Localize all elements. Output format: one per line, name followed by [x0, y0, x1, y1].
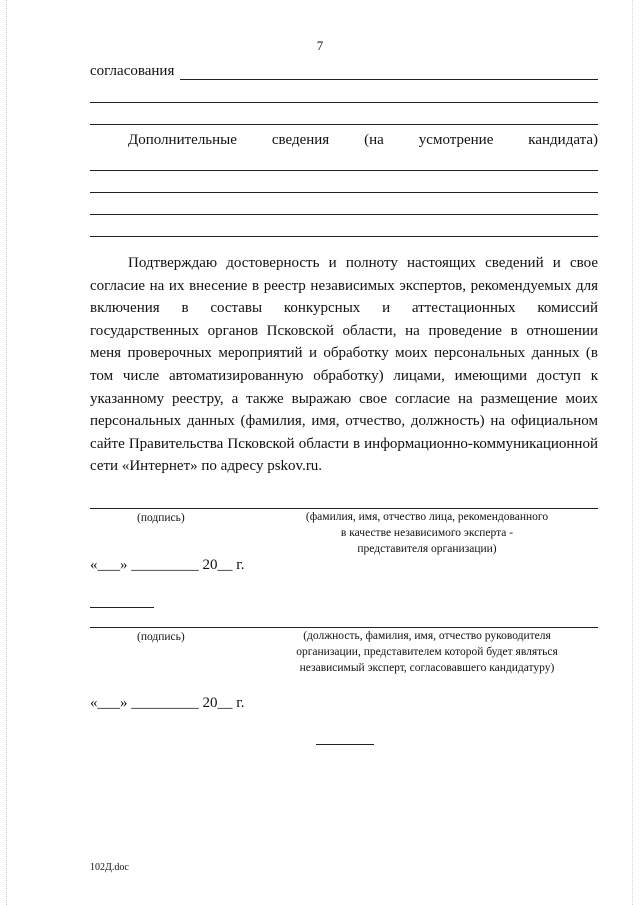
page-number: 7 — [316, 38, 324, 53]
approval-row — [90, 62, 598, 80]
caption-line: (фамилия, имя, отчество лица, рекомендованного — [305, 511, 549, 523]
caption-line: организации, представителем которой будет являться — [296, 646, 558, 658]
short-separator — [90, 607, 154, 608]
blank-line — [90, 192, 598, 193]
signature-label-2: (подпись) — [137, 631, 185, 643]
caption-line: в качестве независимого эксперта - — [340, 527, 514, 539]
date-line-2: «___» _________ 20__ г. — [90, 695, 245, 711]
signature-caption-2 — [268, 628, 586, 676]
end-separator — [316, 744, 374, 745]
blank-line — [90, 102, 598, 103]
blank-line — [90, 214, 598, 215]
approval-fill-line — [180, 65, 598, 80]
page-edge-left — [6, 0, 8, 905]
caption-line: представителя организации) — [357, 543, 497, 555]
blank-line — [90, 124, 598, 125]
signature-caption-1 — [268, 509, 586, 557]
date-line-1: «___» _________ 20__ г. — [90, 557, 245, 573]
consent-paragraph: Подтверждаю достоверность и полноту настоящих сведений и свое согласие на их внесение в реестр независимых экспертов, рекомендуемых для включения в составы конкурсных и аттестационных комиссий государственных органов Псковской области, на проведение в отношении меня проверочных мероприятий и обработку моих персональных данных (в том числе автоматизированную обработку) лицами, имеющими доступ к указанному реестру, а также выражаю свое согласие на размещение моих персональных данных (фамилия, имя, отчество, должность) на официальном сайте Правительства Псковской области в информационно-коммуникационной сети «Интернет» по адресу pskov.ru. — [90, 255, 598, 475]
blank-line — [90, 170, 598, 171]
footer-filename: 102Д.doc — [90, 862, 129, 873]
signature-label-1: (подпись) — [137, 512, 185, 524]
page-edge-right — [632, 0, 634, 905]
additional-info-label: Дополнительные сведения (на усмотрение кандидата) — [128, 132, 598, 148]
caption-line: независимый эксперт, согласовавшего кандидатуру) — [299, 662, 555, 674]
blank-line — [90, 236, 598, 237]
caption-line: (должность, фамилия, имя, отчество руководителя — [303, 630, 551, 642]
approval-label: согласования — [90, 63, 175, 79]
